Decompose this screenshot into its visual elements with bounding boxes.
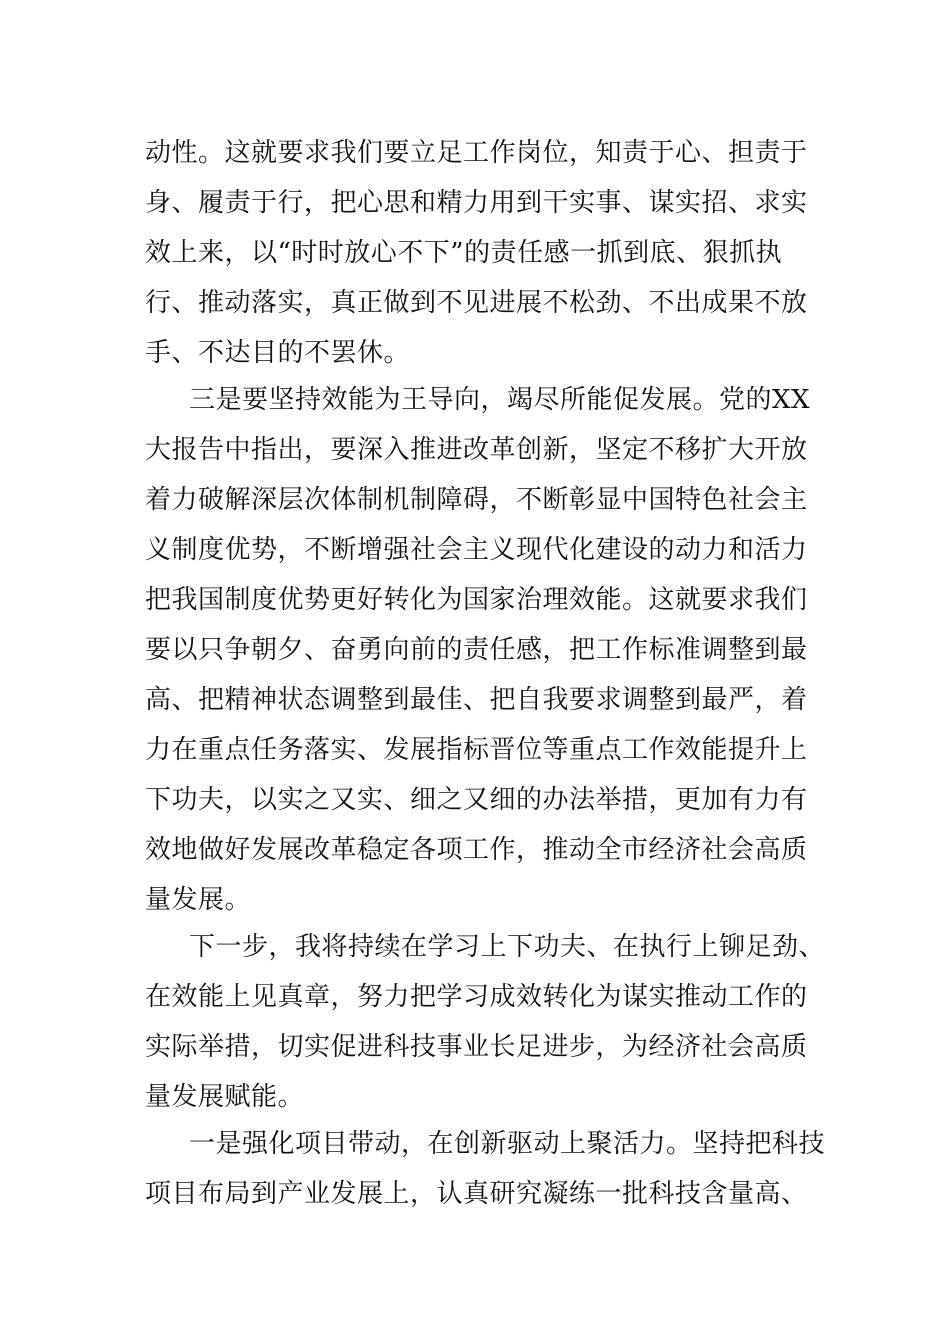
text-line-content: 下功夫，以实之又实、细之又细的办法举措，更加有力有 [145,785,808,815]
text-line-content: 效上来，以“时时放心不下”的责任感一抓到底、狠抓执 [145,238,783,268]
text-line-content: 效地做好发展改革稳定各项工作，推动全市经济社会高质 [145,835,808,865]
text-line [0,278,950,328]
text-line [0,425,950,475]
text-line-content: 在效能上见真章，努力把学习成效转化为谋实推动工作的 [145,982,808,1012]
text-line [0,178,950,228]
text-line-content: 量发展赋能。 [145,1082,305,1112]
text-line [0,575,950,625]
text-line [0,475,950,525]
text-line-content: 身、履责于行，把心思和精力用到干实事、谋实招、求实 [145,188,808,218]
text-line-content: 高、把精神状态调整到最佳、把自我要求调整到最严，着 [145,685,808,715]
text-line [0,775,950,825]
text-line-content: 一是强化项目带动，在创新驱动上聚活力。坚持把科技 [189,1129,826,1159]
text-line-content: 义制度优势，不断增强社会主义现代化建设的动力和活力 [145,535,808,565]
text-line [0,825,950,875]
text-line [0,922,950,972]
text-line [0,675,950,725]
text-line-content: 把我国制度优势更好转化为国家治理效能。这就要求我们 [145,585,808,615]
text-line [0,1072,950,1122]
text-line [0,228,950,278]
text-line-content: 着力破解深层次体制机制障碍，不断彰显中国特色社会主 [145,485,808,515]
text-line [0,1169,950,1219]
text-line-content: 实际举措，切实促进科技事业长足进步，为经济社会高质 [145,1032,808,1062]
text-line-content: 下一步，我将持续在学习上下功夫、在执行上铆足劲、 [189,932,826,962]
text-line-content: 行、推动落实，真正做到不见进展不松劲、不出成果不放 [145,288,808,318]
text-line [0,328,950,378]
text-line-content: 大报告中指出，要深入推进改革创新，坚定不移扩大开放 [145,435,808,465]
text-line [0,1119,950,1169]
text-line-content: 量发展。 [145,885,252,915]
text-line [0,972,950,1022]
text-line [0,375,950,425]
text-line [0,1022,950,1072]
text-line-content: 动性。这就要求我们要立足工作岗位，知责于心、担责于 [145,138,808,168]
text-line-content: 项目布局到产业发展上，认真研究凝练一批科技含量高、 [145,1179,808,1209]
text-line-content: 手、不达目的不罢休。 [145,338,411,368]
text-line [0,128,950,178]
text-line [0,625,950,675]
text-line-content: 力在重点任务落实、发展指标晋位等重点工作效能提升上 [145,735,808,765]
text-line [0,875,950,925]
text-line [0,725,950,775]
text-line [0,525,950,575]
text-line-content: 三是要坚持效能为王导向，竭尽所能促发展。党的XX [189,385,811,415]
text-line-content: 要以只争朝夕、奋勇向前的责任感，把工作标准调整到最 [145,635,808,665]
